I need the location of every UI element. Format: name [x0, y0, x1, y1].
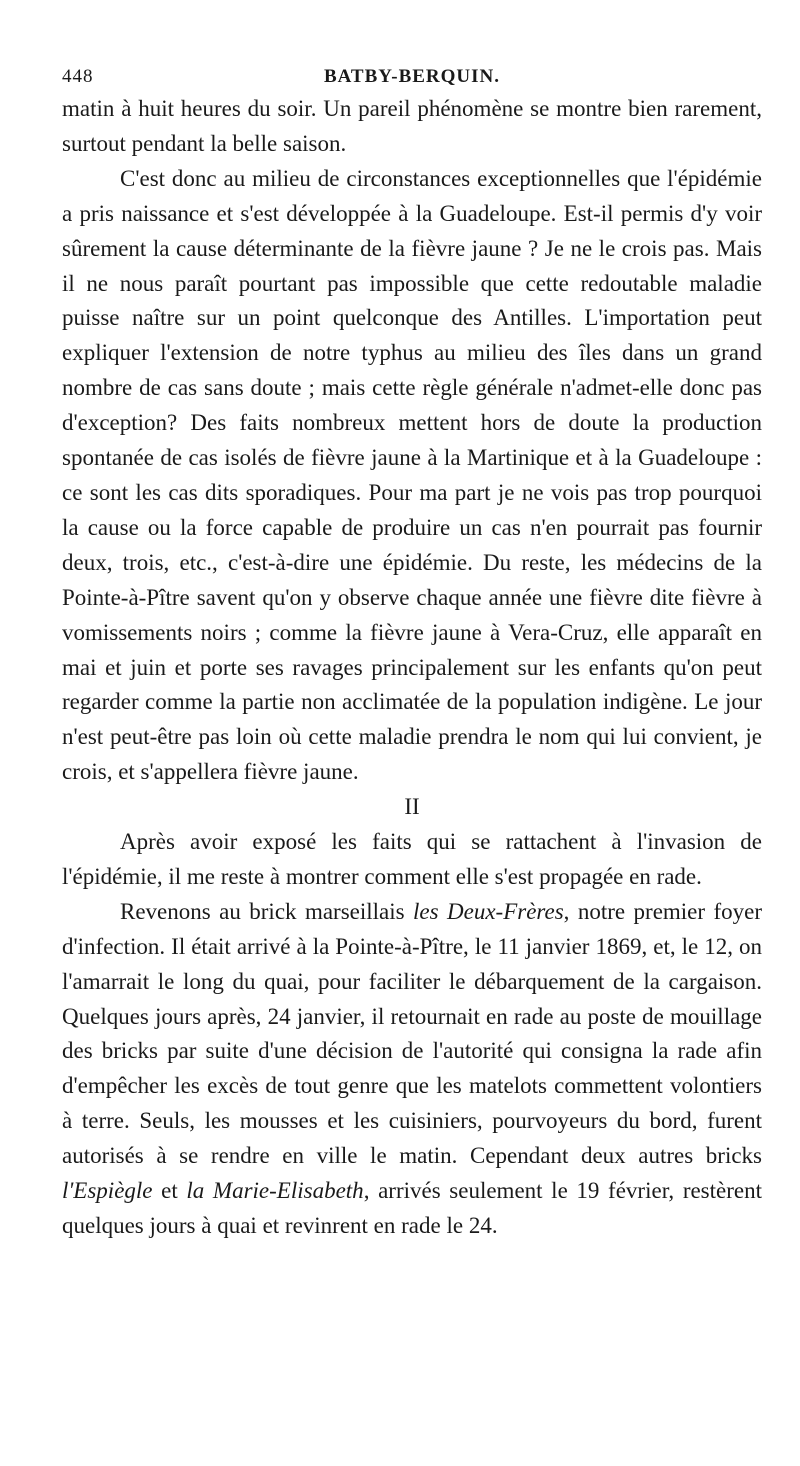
document-page [62, 62, 762, 1244]
running-header [62, 62, 762, 92]
paragraph-propagation-intro: Après avoir exposé les faits qui se rattachent à l'invasion de l'épidémie, il me reste à montrer comment elle s'est propagée en rade. [62, 829, 762, 889]
paragraph-text: , notre premier foyer d'infection. Il était arrivé à la Pointe-à-Pître, le 11 janvier 1869, et, le 12, on l'amarrait le long du quai, pour faciliter le débarquement de la cargaison. Quelques jours après, 24 janvier, il retournait en rade au poste de mouillage des bricks par suite d'une décision de l'autorité qui consigna la rade afin d'empêcher les excès de tout genre que les matelots commettent volontiers à terre. Seuls, les mousses et les cuisiniers, pourvoyeurs du bord, furent autorisés à se rendre en ville le matin. Cependant deux autres bricks [62, 898, 763, 1169]
body-text [62, 92, 762, 1244]
ship-name: les Deux-Frères [413, 898, 564, 924]
paragraph-brick-narrative [62, 895, 762, 1244]
page-number: 448 [62, 66, 94, 87]
paragraph-continuation: matin à huit heures du soir. Un pareil phénomène se montre bien rarement, surtout pendant la belle saison. [62, 96, 762, 156]
ship-name: l'Espiègle [62, 1178, 153, 1204]
paragraph-text: et [152, 1178, 187, 1204]
paragraph-text: , arrivés seulement le 19 février, restèrent quelques jours à quai et revinrent en rade le 24. [62, 1178, 762, 1238]
paragraph-epidemic-origin: C'est donc au milieu de circonstances exceptionnelles que l'épidémie a pris naissance et s'est développée à la Guadeloupe. Est-il permis d'y voir sûrement la cause déterminante de la fièvre jaune ? Je ne le crois pas. Mais il ne nous paraît pourtant pas impossible que cette redoutable maladie puisse naître sur un point quelconque des Antilles. L'importation peut expliquer l'extension de notre typhus au milieu des îles dans un grand nombre de cas sans doute ; mais cette règle générale n'admet-elle donc pas d'exception? Des faits nombreux mettent hors de doute la production spontanée de cas isolés de fièvre jaune à la Martinique et à la Guadeloupe : ce sont les cas dits sporadiques. Pour ma part je ne vois pas trop pourquoi la cause ou la force capable de produire un cas n'en pourrait pas fournir deux, trois, etc., c'est-à-dire une épidémie. Du reste, les médecins de la Pointe-à-Pître savent qu'on y observe chaque année une fièvre dite fièvre à vomissements noirs ; comme la fièvre jaune à Vera-Cruz, elle apparaît en mai et juin et porte ses ravages principalement sur les enfants qu'on peut regarder comme la partie non acclimatée de la population indigène. Le jour n'est peut-être pas loin où cette maladie prendra le nom qui lui convient, je crois, et s'appellera fièvre jaune. [62, 165, 762, 785]
section-heading: II [404, 794, 420, 820]
ship-name: la Marie-Elisabeth [186, 1178, 364, 1204]
paragraph-text: Revenons au brick marseillais [120, 898, 414, 924]
running-title: BATBY-BERQUIN. [323, 66, 501, 87]
